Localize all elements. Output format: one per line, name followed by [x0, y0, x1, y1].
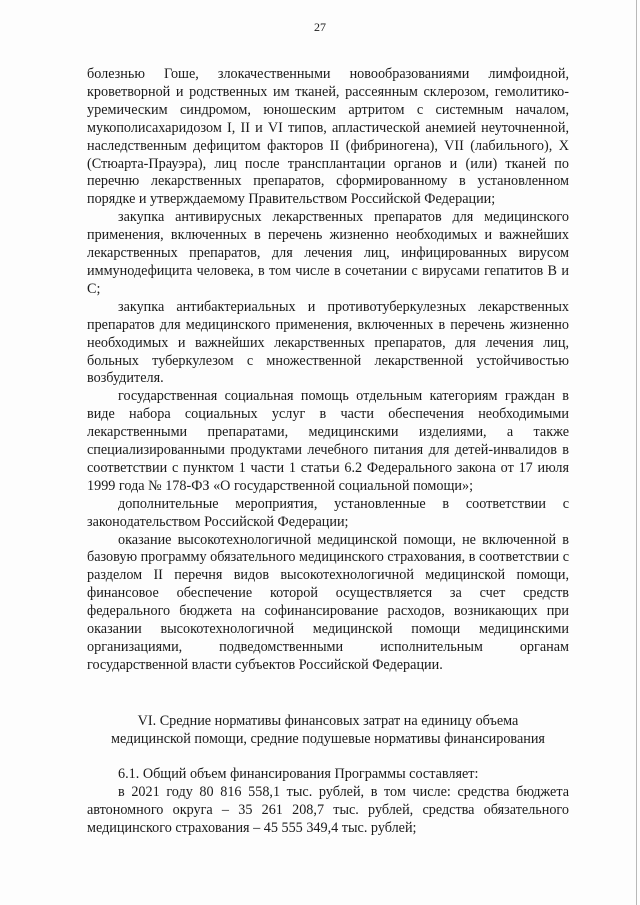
- section-body: [87, 766, 569, 838]
- paragraph-total-funding: 6.1. Общий объем финансирования Программы составляет:: [118, 766, 479, 782]
- section-heading: [87, 712, 569, 748]
- paragraph-continuation: болезнью Гоше, злокачественными новообразованиями лимфоидной, кроветворной и родственных им тканей, рассеянным склерозом, гемолитико-уремическим синдромом, юношеским артритом с системным началом, мукополисахаридозом I, II и VI типов, апластической анемией неуточненной, наследственным дефицитом факторов II (фибриногена), VII (лабильного), X (Стюарта-Прауэра), лиц после трансплантации органов и (или) тканей по перечню лекарственных препаратов, сформированному в установленном порядке и утверждаемому Правительством Российской Федерации;: [87, 66, 569, 208]
- scan-edge-line: [636, 0, 637, 905]
- paragraph-funding-2021: в 2021 году 80 816 558,1 тыс. рублей, в том числе: средства бюджета автономного округа – 35 261 208,7 тыс. рублей, средства обязательного медицинского страхования – 45 555 349,4 тыс. рублей;: [87, 783, 569, 836]
- paragraph-social-assistance: государственная социальная помощь отдельным категориям граждан в виде набора социальных услуг в части обеспечения необходимыми лекарственными препаратами, медицинскими изделиями, а также специализированными продуктами лечебного питания для детей-инвалидов в соответствии с пунктом 1 части 1 статьи 6.2 Федерального закона от 17 июля 1999 года № 178-ФЗ «О государственной социальной помощи»;: [87, 388, 569, 494]
- paragraph-antiviral-purchase: закупка антивирусных лекарственных препаратов для медицинского применения, включенных в перечень жизненно необходимых и важнейших лекарственных препаратов, для лечения лиц, инфицированных вирусом иммунодефицита человека, в том числе в сочетании с вирусами гепатитов B и C;: [87, 209, 569, 297]
- paragraph-additional-measures: дополнительные мероприятия, установленные в соответствии с законодательством Российской Федерации;: [87, 495, 569, 530]
- section-heading-line-1: VI. Средние нормативы финансовых затрат на единицу объема: [137, 713, 519, 729]
- body-text: [87, 66, 569, 675]
- section-heading-line-2: медицинской помощи, средние подушевые нормативы финансирования: [111, 731, 545, 747]
- paragraph-high-tech-care: оказание высокотехнологичной медицинской помощи, не включенной в базовую программу обязательного медицинского страхования, в соответствии с разделом II перечня видов высокотехнологичной медицинской помощи, финансовое обеспечение которой осуществляется за счет средств федерального бюджета на софинансирование расходов, возникающих при оказании высокотехнологичной медицинской помощи медицинскими организациями, подведомственными исполнительным органам государственной власти субъектов Российской Федерации.: [87, 531, 569, 673]
- paragraph-antibacterial-purchase: закупка антибактериальных и противотуберкулезных лекарственных препаратов для медицинского применения, включенных в перечень жизненно необходимых и важнейших лекарственных препаратов, для лечения лиц, больных туберкулезом с множественной лекарственной устойчивостью возбудителя.: [87, 298, 569, 387]
- page-number: 27: [314, 20, 326, 34]
